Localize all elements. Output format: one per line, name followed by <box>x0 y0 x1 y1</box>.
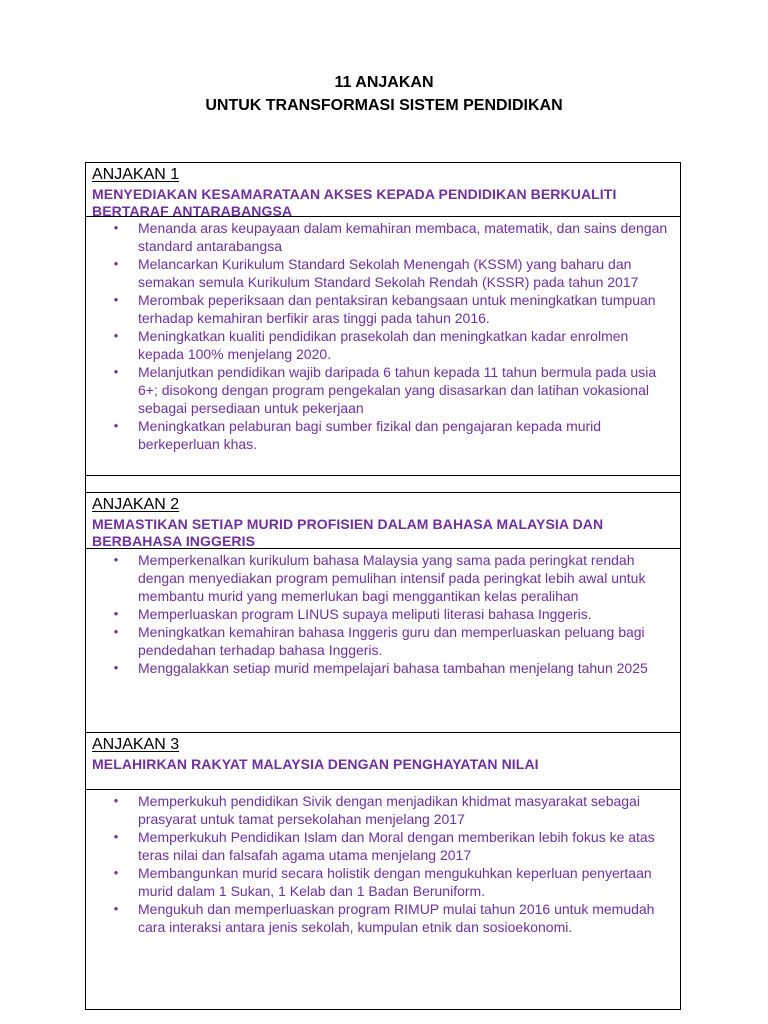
document-subtitle: UNTUK TRANSFORMASI SISTEM PENDIDIKAN <box>205 97 563 114</box>
bullet-icon: • <box>113 418 119 433</box>
list-item: • Menanda aras keupayaan dalam kemahiran membaca, matematik, dan sains dengan standard antarabangsa <box>86 219 674 255</box>
list-item: • Menggalakkan setiap murid mempelajari bahasa tambahan menjelang tahun 2025 <box>86 659 674 677</box>
anjakan-2-table <box>85 492 681 733</box>
anjakan-2-header <box>86 493 680 549</box>
list-item: • Membangunkan murid secara holistik dengan mengukuhkan keperluan penyertaan murid dalam 1 Sukan, 1 Kelab dan 1 Badan Beruniform. <box>86 864 674 900</box>
bullet-icon: • <box>113 328 119 343</box>
bullet-icon: • <box>113 793 119 808</box>
bullet-icon: • <box>113 660 119 675</box>
bullet-icon: • <box>113 552 119 567</box>
bullet-icon: • <box>113 606 119 621</box>
list-item: • Mengukuh dan memperluaskan program RIMUP mulai tahun 2016 untuk memudah cara interaksi antara jenis sekolah, kumpulan etnik dan sosioekonomi. <box>86 900 674 936</box>
bullet-icon: • <box>113 220 119 235</box>
anjakan-2-list <box>86 551 680 677</box>
list-item: • Melancarkan Kurikulum Standard Sekolah Menengah (KSSM) yang baharu dan semakan semula Kurikulum Standard Sekolah Rendah (KSSR) pada tahun 2017 <box>86 255 674 291</box>
anjakan-3-table <box>85 732 681 1010</box>
bullet-icon: • <box>113 829 119 844</box>
anjakan-1-subtitle: MENYEDIAKAN KESAMARATAAN AKSES KEPADA PENDIDIKAN BERKUALITI BERTARAF ANTARABANGSA <box>92 186 617 219</box>
list-item: • Memperluaskan program LINUS supaya meliputi literasi bahasa Inggeris. <box>86 605 674 623</box>
list-item: • Memperkukuh Pendidikan Islam dan Moral dengan memberikan lebih fokus ke atas teras nilai dan falsafah agama utama menjelang 2017 <box>86 828 674 864</box>
anjakan-1-list <box>86 219 680 453</box>
anjakan-1-body <box>86 219 680 476</box>
anjakan-1-heading: ANJAKAN 1 <box>92 166 180 183</box>
list-item: • Memperkukuh pendidikan Sivik dengan menjadikan khidmat masyarakat sebagai prasyarat untuk tamat persekolahan menjelang 2017 <box>86 792 674 828</box>
bullet-icon: • <box>113 901 119 916</box>
bullet-icon: • <box>113 865 119 880</box>
anjakan-3-heading: ANJAKAN 3 <box>92 736 180 753</box>
list-item: • Meningkatkan pelaburan bagi sumber fizikal dan pengajaran kepada murid berkeperluan khas. <box>86 417 674 453</box>
list-item: • Melanjutkan pendidikan wajib daripada 6 tahun kepada 11 tahun bermula pada usia 6+; disokong dengan program pengekalan yang disasarkan dan latihan vokasional sebagai persediaan untuk pekerjaan <box>86 363 674 417</box>
list-item: • Memperkenalkan kurikulum bahasa Malaysia yang sama pada peringkat rendah dengan menyediakan program pemulihan intensif pada peringkat lebih awal untuk membantu murid yang memerlukan bagi menggantikan kelas peralihan <box>86 551 674 605</box>
bullet-icon: • <box>113 624 119 639</box>
anjakan-1-table <box>85 162 681 493</box>
bullet-icon: • <box>113 292 119 307</box>
document-title: 11 ANJAKAN <box>334 74 434 91</box>
anjakan-3-subtitle: MELAHIRKAN RAKYAT MALAYSIA DENGAN PENGHAYATAN NILAI <box>92 756 539 772</box>
list-item: • Meningkatkan kemahiran bahasa Inggeris guru dan memperluaskan peluang bagi pendedahan terhadap bahasa Inggeris. <box>86 623 674 659</box>
anjakan-3-header <box>86 733 680 790</box>
bullet-icon: • <box>113 256 119 271</box>
list-item: • Merombak peperiksaan dan pentaksiran kebangsaan untuk meningkatkan tumpuan terhadap kemahiran berfikir aras tinggi pada tahun 2016. <box>86 291 674 327</box>
anjakan-2-heading: ANJAKAN 2 <box>92 496 180 513</box>
anjakan-1-header <box>86 163 680 217</box>
bullet-icon: • <box>113 364 119 379</box>
list-item: • Meningkatkan kualiti pendidikan prasekolah dan meningkatkan kadar enrolmen kepada 100% menjelang 2020. <box>86 327 674 363</box>
anjakan-2-subtitle: MEMASTIKAN SETIAP MURID PROFISIEN DALAM BAHASA MALAYSIA DAN BERBAHASA INGGERIS <box>92 516 604 549</box>
anjakan-3-list <box>86 792 680 936</box>
